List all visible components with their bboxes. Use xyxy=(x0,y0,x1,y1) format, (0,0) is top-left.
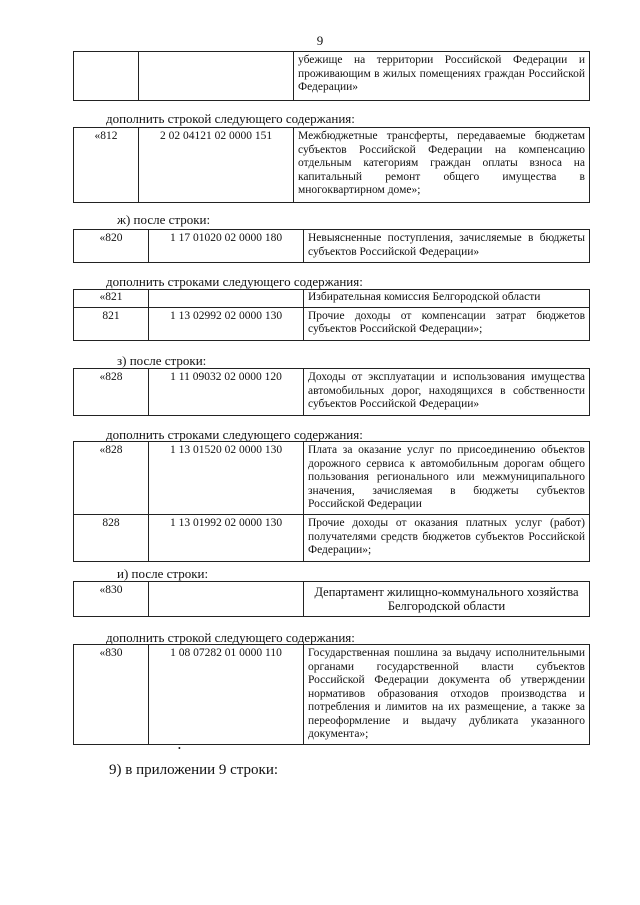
code-cell: «828 xyxy=(74,369,149,416)
table-row xyxy=(74,52,590,101)
kbk-cell: 1 08 07282 01 0000 110 xyxy=(149,645,304,745)
description-cell: Межбюджетные трансферты, передаваемые бюджетам субъектов Российской Федерации на компенсацию отдельным категориям граждан оплаты взноса на капитальный ремонт общего имущества в многоквартирном доме»; xyxy=(294,128,590,203)
stray-mark: • xyxy=(178,744,181,753)
code-cell: «821 xyxy=(74,290,149,308)
closing-paragraph: 9) в приложении 9 строки: xyxy=(109,762,279,778)
description-cell: Доходы от эксплуатации и использования имущества автомобильных дорог, находящихся в собственности субъектов Российской Федерации» xyxy=(304,369,590,416)
table-row xyxy=(74,515,590,562)
kbk-cell: 1 13 01520 02 0000 130 xyxy=(149,442,304,515)
table-insert-830 xyxy=(73,644,590,745)
kbk-cell: 2 02 04121 02 0000 151 xyxy=(139,128,294,203)
code-cell: 821 xyxy=(74,307,149,340)
instruction-text: дополнить строкой следующего содержания: xyxy=(106,111,355,126)
code-cell: «830 xyxy=(74,645,149,745)
description-cell: Государственная пошлина за выдачу исполнительными органами государственной власти субъектов Российской Федерации документа об утверждении нормативов образования отходов производства и потребления и лимитов на их размещение, а также за переоформление и выдачу дубликата указанного документа»; xyxy=(304,645,590,745)
table-row xyxy=(74,442,590,515)
description-cell: Избирательная комиссия Белгородской области xyxy=(304,290,590,308)
instruction-text: з) после строки: xyxy=(117,353,207,368)
table-row xyxy=(74,128,590,203)
instruction-text: дополнить строками следующего содержания: xyxy=(106,427,363,442)
table-row xyxy=(74,290,590,308)
table-row xyxy=(74,645,590,745)
table-after-828 xyxy=(73,368,590,416)
code-cell: «828 xyxy=(74,442,149,515)
table-after-820 xyxy=(73,229,590,263)
kbk-cell xyxy=(149,582,304,617)
kbk-cell: 1 17 01020 02 0000 180 xyxy=(149,230,304,263)
kbk-cell: 1 13 02992 02 0000 130 xyxy=(149,307,304,340)
table-insert-812 xyxy=(73,127,590,203)
table-insert-828 xyxy=(73,441,590,562)
code-cell: 828 xyxy=(74,515,149,562)
description-cell: Невыясненные поступления, зачисляемые в бюджеты субъектов Российской Федерации» xyxy=(304,230,590,263)
table-after-830 xyxy=(73,581,590,617)
table-row xyxy=(74,230,590,263)
instruction-text: ж) после строки: xyxy=(117,212,211,227)
kbk-cell: 1 11 09032 02 0000 120 xyxy=(149,369,304,416)
description-cell: убежище на территории Российской Федерации и проживающим в жилых помещениях граждан Российской Федерации» xyxy=(294,52,590,101)
table-row xyxy=(74,307,590,340)
code-cell: «830 xyxy=(74,582,149,617)
kbk-cell xyxy=(139,52,294,101)
table-row xyxy=(74,582,590,617)
table-continuation xyxy=(73,51,590,101)
code-cell xyxy=(74,52,139,101)
page-number: 9 xyxy=(316,33,324,48)
description-cell: Департамент жилищно-коммунального хозяйства Белгородской области xyxy=(304,582,590,617)
table-insert-821 xyxy=(73,289,590,341)
description-cell: Плата за оказание услуг по присоединению объектов дорожного сервиса к автомобильным дорогам общего пользования регионального или межмуниципального значения, зачисляемая в бюджеты субъектов Российской Федерации xyxy=(304,442,590,515)
instruction-text: дополнить строкой следующего содержания: xyxy=(106,630,355,645)
kbk-cell xyxy=(149,290,304,308)
instruction-text: и) после строки: xyxy=(117,566,209,581)
instruction-text: дополнить строками следующего содержания: xyxy=(106,274,363,289)
description-cell: Прочие доходы от оказания платных услуг (работ) получателями средств бюджетов субъектов Российской Федерации»; xyxy=(304,515,590,562)
kbk-cell: 1 13 01992 02 0000 130 xyxy=(149,515,304,562)
table-row xyxy=(74,369,590,416)
code-cell: «820 xyxy=(74,230,149,263)
description-cell: Прочие доходы от компенсации затрат бюджетов субъектов Российской Федерации»; xyxy=(304,307,590,340)
code-cell: «812 xyxy=(74,128,139,203)
